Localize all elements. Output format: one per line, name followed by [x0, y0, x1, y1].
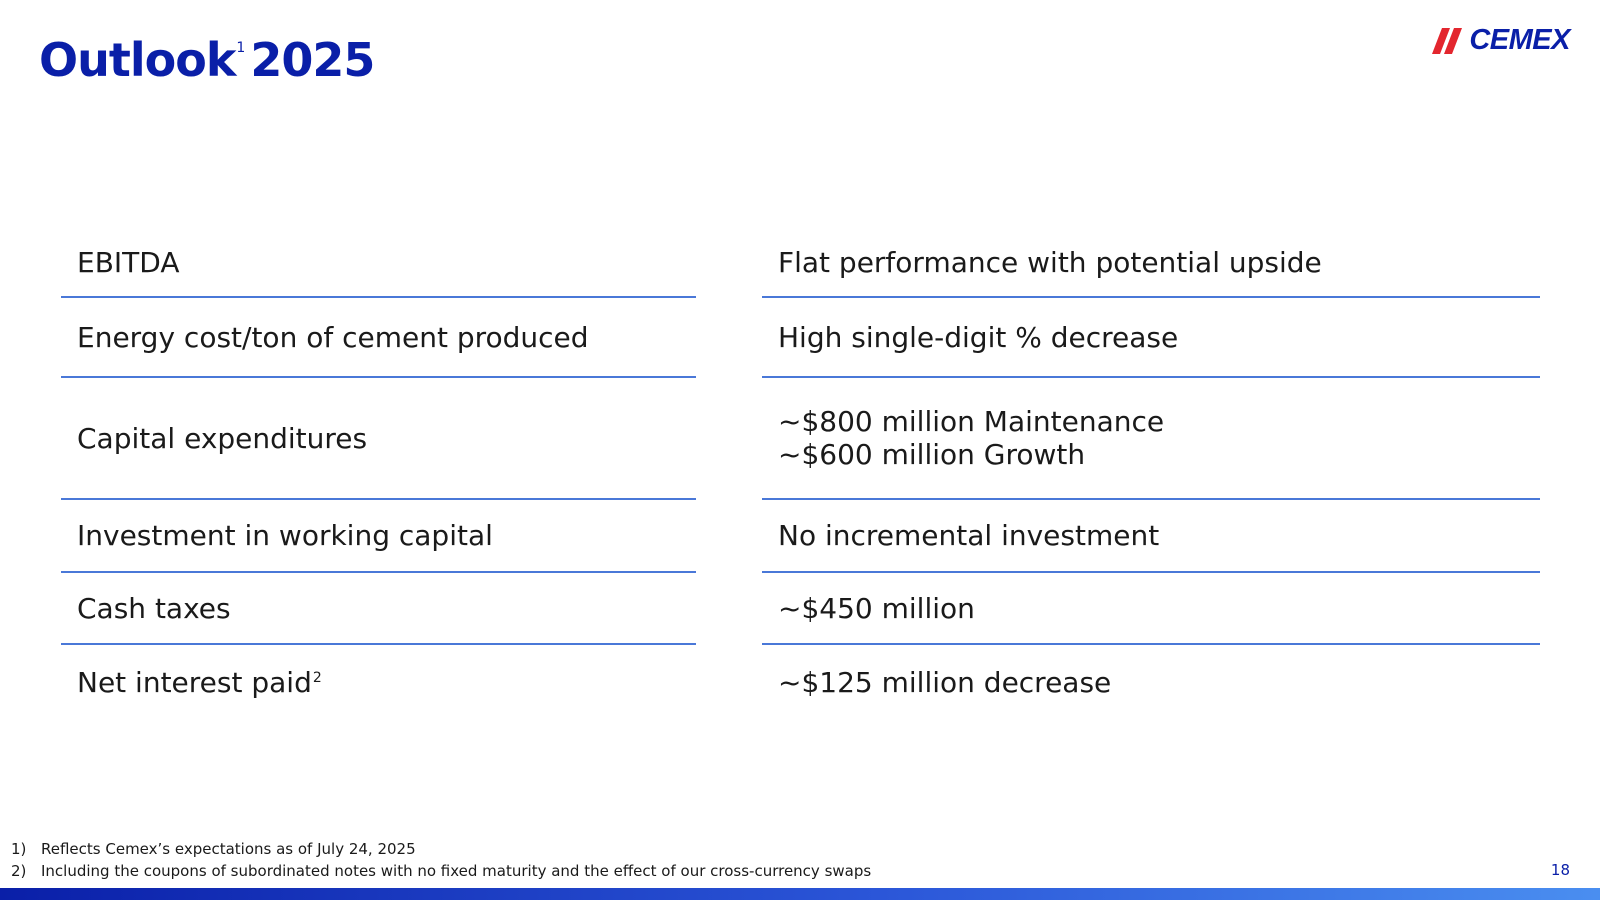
- title-footnote-marker: 1: [236, 40, 245, 56]
- table-row: [61, 298, 1540, 378]
- row-value: No incremental investment: [762, 500, 1540, 573]
- page-number: 18: [1550, 861, 1570, 879]
- page-title: [39, 34, 374, 87]
- footnote: 2) Including the coupons of subordinated notes with no fixed maturity and the effect of our cross-currency swaps: [11, 862, 872, 880]
- row-label: Net interest paid $^2$: [77, 665, 322, 699]
- row-label: Investment in working capital: [61, 500, 696, 573]
- row-value: High single-digit % decrease: [762, 298, 1540, 378]
- table-row: [61, 228, 1540, 298]
- cemex-logo: [1432, 26, 1570, 55]
- footnotes: [11, 838, 871, 882]
- row-label: EBITDA: [61, 228, 696, 298]
- row-label: Capital expenditures: [61, 378, 696, 500]
- row-value: ~$125 million decrease: [778, 665, 1112, 699]
- title-text: Outlook: [39, 33, 236, 87]
- row-label: Cash taxes: [61, 573, 696, 645]
- row-value: ~$800 million Maintenance ~$600 million Growth: [762, 378, 1540, 500]
- row-label: Energy cost/ton of cement produced: [61, 298, 696, 378]
- cemex-logo-mark-icon: [1432, 28, 1466, 54]
- table-row: [61, 500, 1540, 573]
- title-year: 2025: [250, 33, 375, 87]
- bottom-gradient-bar: [0, 888, 1600, 900]
- table-row: [61, 645, 1540, 719]
- cemex-logo-text: CEMEX: [1469, 24, 1570, 56]
- row-value: Flat performance with potential upside: [762, 228, 1540, 298]
- table-row: [61, 378, 1540, 500]
- footnote: 1) Reflects Cemex’s expectations as of July 24, 2025: [11, 840, 416, 858]
- outlook-table: [61, 228, 1540, 719]
- row-value: ~$450 million: [762, 573, 1540, 645]
- table-row: [61, 573, 1540, 645]
- footnote-marker: 2: [312, 670, 322, 686]
